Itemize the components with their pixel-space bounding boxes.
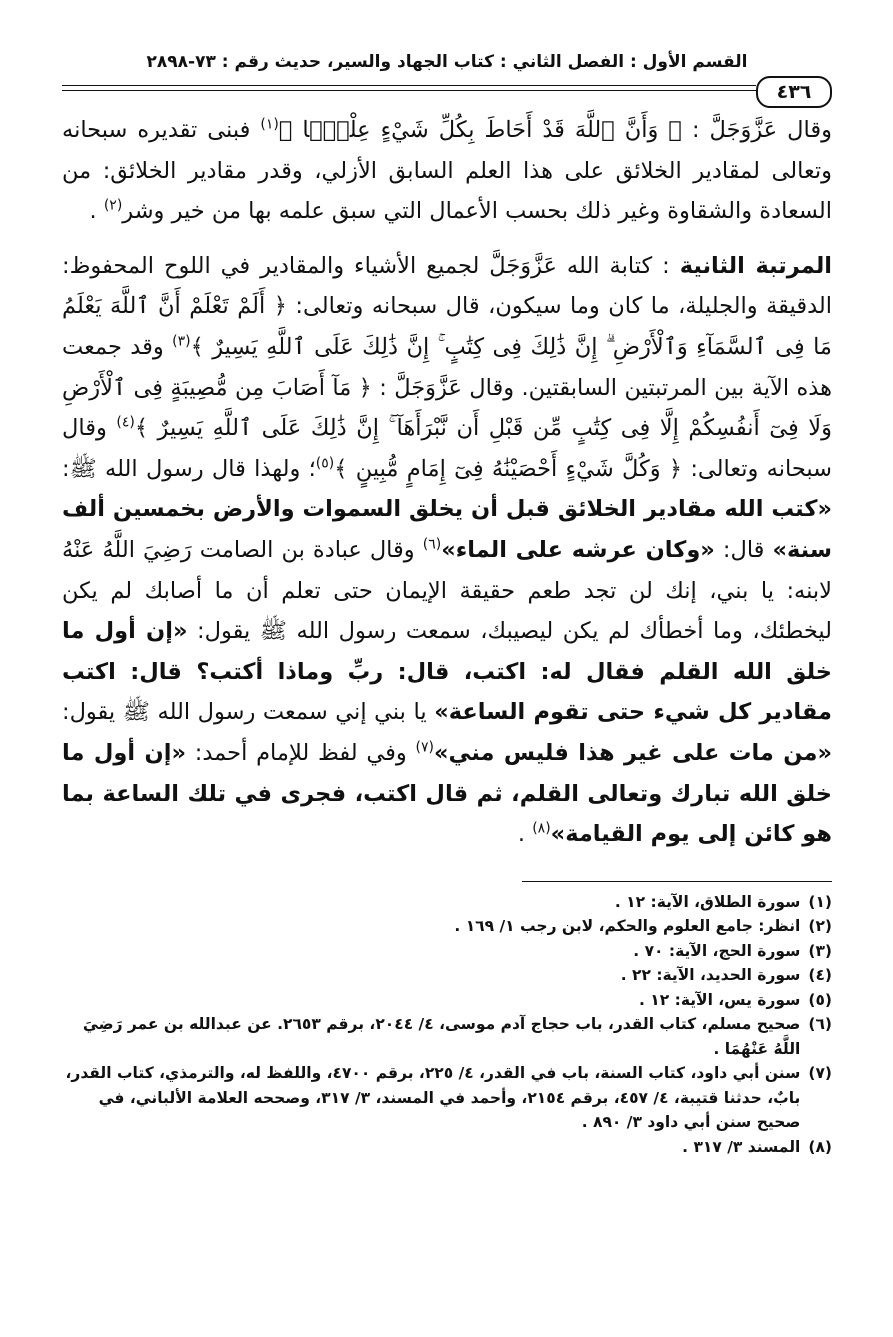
footnote — [62, 1135, 832, 1160]
hadith-quote: «من مات على غير هذا فليس مني» — [434, 739, 832, 766]
text-run: . — [517, 821, 533, 848]
footnote-ref: (٧) — [415, 739, 435, 756]
hadith-quote: «وكان عرشه على الماء» — [441, 536, 715, 563]
footnote-text: سورة الحديد، الآية: ٢٢ . — [620, 966, 801, 985]
running-head: القسم الأول : الفصل الثاني : كتاب الجهاد والسير، حديث رقم : ٧٣-٢٨٩٨ — [146, 52, 748, 72]
footnote-text: سورة الحج، الآية: ٧٠ . — [633, 941, 801, 960]
footnote-number: (٨) — [808, 1137, 832, 1156]
footnote-text: سورة الطلاق، الآية: ١٢ . — [614, 892, 801, 911]
footnote-ref: (٥) — [315, 455, 335, 472]
header-rule-line — [62, 85, 756, 86]
footnote-separator — [522, 881, 832, 882]
footnote — [62, 963, 832, 988]
footnote-ref: (٤) — [116, 414, 135, 431]
quran-verse: ﴿ وَأَنَّ ٱللَّهَ قَدْ أَحَاطَ بِكُلِّ شَيْءٍ عِلْمَۢا ﴾ — [278, 117, 682, 143]
footnote — [62, 890, 832, 915]
section-heading: المرتبة الثانية — [679, 252, 832, 279]
footnote-number: (٧) — [808, 1064, 832, 1083]
footnote-ref: (٢) — [103, 197, 123, 214]
footnote-number: (٥) — [808, 990, 832, 1009]
footnote-number: (٣) — [808, 941, 832, 960]
quran-verse: ﴿ أَلَمْ تَعْلَمْ أَنَّ ٱللَّهَ يَعْلَمُ مَا فِى ٱلسَّمَآءِ وَٱلْأَرْضِ ۗ إِنَّ ذَٰلِكَ فِى كِتَٰبٍ ۚ إِنَّ ذَٰلِكَ عَلَى ٱللَّهِ يَسِيرٌ ﴾ — [62, 293, 832, 360]
header-rule — [62, 76, 832, 108]
header-rule-line — [62, 90, 756, 91]
footnote — [62, 939, 832, 964]
footnote-ref: (٨) — [532, 820, 551, 837]
text-run: وقال عَزَّوَجَلَّ : — [681, 117, 833, 143]
text-run: وقال عبادة بن الصامت رَضِيَ اللَّهُ عَنْهُ لابنه: يا بني، إنك لن تجد طعم حقيقة الإيمان حتى تعلم أن ما أصابك لم يكن ليخطئك، وما أخطأك لم يكن ليصيبك، سمعت رسول الله ﷺ يقول: — [62, 536, 832, 645]
footnote — [62, 988, 832, 1013]
text-run: فبنى تقديره سبحانه وتعالى لمقادير الخلائق على هذا العلم السابق الأزلي، وقدر مقادير الخلائق: من السعادة والشقاوة وغير ذلك بحسب الأعمال التي سبق علمه بها من خير وشر — [62, 117, 832, 225]
paragraph — [62, 110, 832, 232]
footnote-text: سنن أبي داود، كتاب السنة، باب في القدر، ٤/ ٢٢٥، برقم ٤٧٠٠، واللفظ له، والترمذي، كتاب القدر، بابٌ، حدثنا قتيبة، ٤/ ٤٥٧، برقم ٢١٥٤، وأحمد في المسند، ٣/ ٣١٧، وصححه العلامة الألباني، في صحيح سنن أبي داود ٣/ ٨٩٠ . — [65, 1064, 801, 1132]
hadith-quote: «إن أول ما خلق الله تبارك وتعالى القلم، ثم قال اكتب، فجرى في تلك الساعة بما هو كائن إلى يوم القيامة» — [62, 739, 832, 848]
text-run: . — [89, 198, 104, 225]
footnote-number: (١) — [808, 892, 832, 911]
text-run: ؛ ولهذا قال رسول الله ﷺ: — [62, 455, 316, 482]
footnote-ref: (٣) — [172, 333, 191, 350]
footnote-number: (٢) — [808, 917, 832, 936]
book-page — [62, 52, 832, 1159]
hadith-quote: «كتب الله مقادير الخلائق قبل أن يخلق السموات والأرض بخمسين ألف سنة» — [62, 496, 832, 563]
footnote-text: صحيح مسلم، كتاب القدر، باب حجاج آدم موسى، ٤/ ٢٠٤٤، برقم ٢٦٥٣. عن عبدالله بن عمر رَضِيَ اللَّهُ عَنْهُمَا . — [82, 1015, 801, 1058]
footnote-text: المسند ٣/ ٣١٧ . — [682, 1137, 801, 1156]
footnote-number: (٦) — [808, 1015, 832, 1034]
text-run: وقال سبحانه وتعالى: — [62, 415, 833, 482]
text-run: وفي لفظ للإمام أحمد: — [185, 739, 416, 766]
text-run: يا بني إني سمعت رسول الله ﷺ يقول: — [62, 699, 435, 726]
footnote — [62, 1061, 832, 1135]
footnote-text: سورة يس، الآية: ١٢ . — [639, 990, 801, 1009]
footnote-ref: (١) — [260, 116, 279, 133]
footnotes — [62, 890, 832, 1160]
footnote-number: (٤) — [808, 966, 832, 985]
footnote-text: انظر: جامع العلوم والحكم، لابن رجب ١/ ١٦٩ . — [454, 917, 801, 936]
hadith-quote: «إن أول ما خلق الله القلم فقال له: اكتب، قال: ربِّ وماذا أكتب؟ قال: اكتب مقادير كل شيء حتى تقوم الساعة» — [62, 618, 832, 726]
quran-verse: ﴿ مَآ أَصَابَ مِن مُّصِيبَةٍ فِى ٱلْأَرْضِ وَلَا فِىٓ أَنفُسِكُمْ إِلَّا فِى كِتَٰبٍ مِّن قَبْلِ أَن نَّبْرَأَهَآ ۚ إِنَّ ذَٰلِكَ عَلَى ٱللَّهِ يَسِيرٌ ﴾ — [62, 374, 832, 442]
text-run: : كتابة الله عَزَّوَجَلَّ لجميع الأشياء والمقادير في اللوح المحفوظ: الدقيقة والجليلة، ما كان وما سيكون، قال سبحانه وتعالى: — [62, 252, 832, 320]
text-run: قال: — [714, 536, 773, 563]
quran-verse: ﴿ وَكُلَّ شَيْءٍ أَحْصَيْنَٰهُ فِىٓ إِمَامٍ مُّبِينٍ ﴾ — [334, 455, 683, 482]
main-text — [62, 110, 832, 855]
footnote — [62, 1012, 832, 1061]
paragraph — [62, 246, 832, 855]
text-run: وقد جمعت هذه الآية بين المرتبتين السابقتين. وقال عَزَّوَجَلَّ : — [62, 333, 832, 401]
footnote-ref: (٦) — [422, 536, 442, 553]
page-number: ٤٣٦ — [756, 76, 832, 108]
footnote — [62, 914, 832, 939]
